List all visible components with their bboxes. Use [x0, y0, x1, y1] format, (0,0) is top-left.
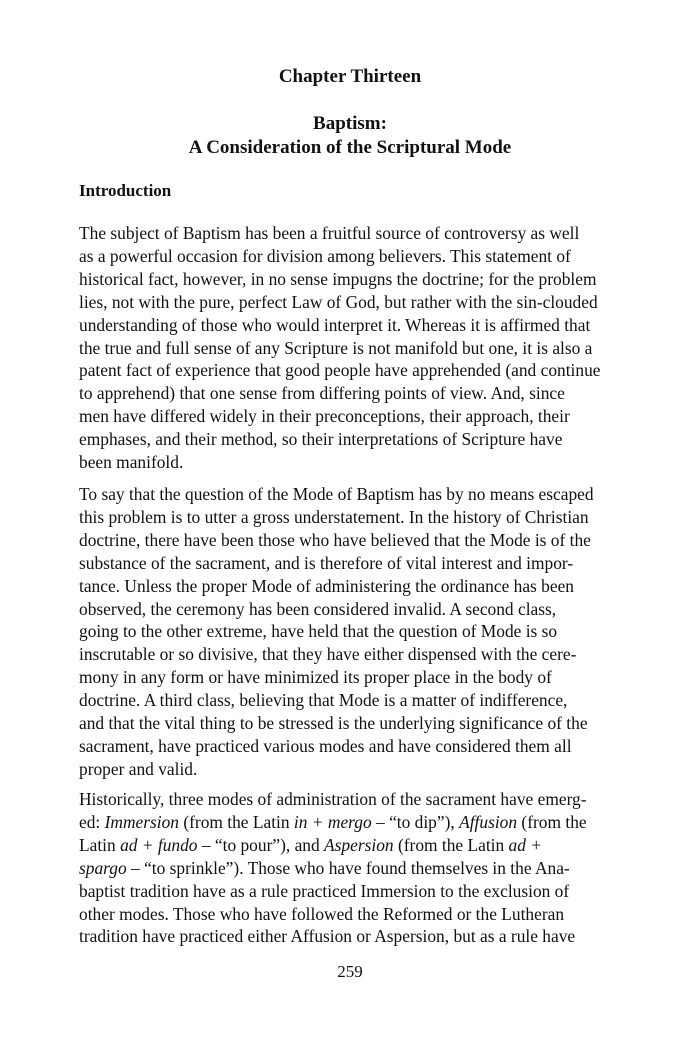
paragraph-1 — [79, 222, 625, 474]
text-run: (from the Latin — [178, 811, 294, 832]
text-line: this problem is to utter a gross understatement. In the history of Christian — [79, 506, 589, 527]
text-line: historical fact, however, in no sense impugns the doctrine; for the problem — [79, 268, 597, 289]
text-line: To say that the question of the Mode of Baptism has by no means escaped — [79, 484, 594, 504]
text-run: – “to dip”), — [371, 811, 460, 832]
page-number: 259 — [337, 962, 363, 981]
text-line: mony in any form or have minimized its proper place in the body of — [79, 667, 552, 688]
text-line — [79, 857, 625, 880]
text-line: to apprehend) that one sense from differing points of view. And, since — [79, 383, 565, 404]
text-line: and that the vital thing to be stressed is the underlying significance of the — [79, 713, 588, 734]
latin-term-ad-fundo: ad + fundo — [120, 834, 198, 855]
text-run: – “to sprinkle”). Those who have found themselves in the Ana- — [126, 857, 570, 878]
text-line — [79, 834, 625, 857]
text-run: Latin — [79, 834, 121, 855]
text-line: observed, the ceremony has been considered invalid. A second class, — [79, 598, 557, 619]
latin-term-immersion: Immersion — [104, 811, 179, 832]
latin-term-spargo: spargo — [79, 857, 127, 878]
text-line: tradition have practiced either Affusion or Aspersion, but as a rule have — [79, 926, 576, 947]
latin-term-ad: ad + — [508, 834, 543, 855]
latin-term-aspersion: Aspersion — [324, 834, 394, 855]
text-line: proper and valid. — [79, 758, 198, 779]
latin-term-affusion: Affusion — [459, 811, 518, 832]
text-line: men have differed widely in their preconceptions, their approach, their — [79, 406, 570, 427]
text-run: (from the Latin — [393, 834, 509, 855]
chapter-title — [0, 112, 700, 160]
text-line: other modes. Those who have followed the Reformed or the Lutheran — [79, 903, 565, 924]
section-heading: Introduction — [79, 181, 172, 200]
text-line: patent fact of experience that good people have apprehended (and continue — [79, 360, 601, 381]
text-line: baptist tradition have as a rule practiced Immersion to the exclusion of — [79, 880, 570, 901]
paragraph-2 — [79, 483, 625, 781]
chapter-title-line-2: A Consideration of the Scriptural Mode — [188, 137, 512, 158]
text-line: lies, not with the pure, perfect Law of God, but rather with the sin-clouded — [79, 291, 598, 312]
text-run: – “to pour”), and — [197, 834, 325, 855]
latin-term-in-mergo: in + mergo — [293, 811, 372, 832]
text-line: emphases, and their method, so their interpretations of Scripture have — [79, 429, 563, 450]
text-line: going to the other extreme, have held that the question of Mode is so — [79, 621, 558, 642]
text-line: understanding of those who would interpret it. Whereas it is affirmed that — [79, 314, 591, 335]
text-run: ed: — [79, 811, 105, 832]
chapter-title-line-1: Baptism: — [313, 113, 387, 134]
text-line: doctrine, there have been those who have believed that the Mode is of the — [79, 529, 591, 550]
text-line: substance of the sacrament, and is therefore of vital interest and impor- — [79, 552, 574, 573]
text-line: sacrament, have practiced various modes and have considered them all — [79, 735, 572, 756]
text-line: as a powerful occasion for division among believers. This statement of — [79, 245, 571, 266]
text-line: doctrine. A third class, believing that Mode is a matter of indifference, — [79, 690, 568, 711]
chapter-heading: Chapter Thirteen — [278, 66, 422, 87]
text-line: inscrutable or so divisive, that they have either dispensed with the cere- — [79, 644, 577, 665]
text-line: tance. Unless the proper Mode of administering the ordinance has been — [79, 575, 574, 596]
text-line: Historically, three modes of administration of the sacrament have emerg- — [79, 789, 587, 809]
text-line — [79, 811, 625, 834]
paragraph-3 — [79, 788, 625, 948]
text-run: (from the — [517, 811, 587, 832]
text-line: The subject of Baptism has been a fruitful source of controversy as well — [79, 223, 580, 243]
text-line: been manifold. — [79, 452, 184, 473]
text-line: the true and full sense of any Scripture is not manifold but one, it is also a — [79, 337, 593, 358]
